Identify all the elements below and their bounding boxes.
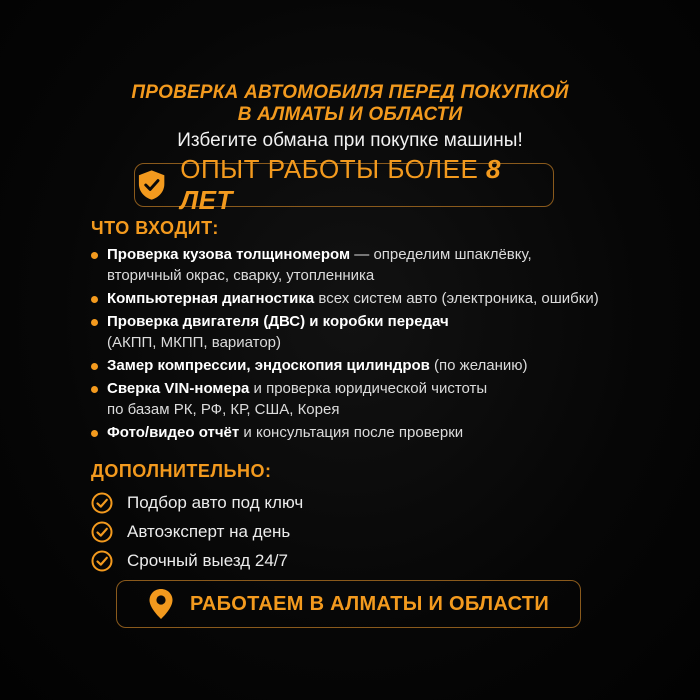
- included-list: [91, 244, 671, 445]
- list-item: [91, 517, 303, 546]
- map-pin-icon: [148, 588, 174, 620]
- item-bold: Проверка двигателя (ДВС) и коробки передач: [107, 313, 449, 330]
- additional-list: [91, 488, 303, 575]
- item-rest: и консультация после проверки: [239, 424, 464, 441]
- item-line2: по базам РК, РФ, КР, США, Корея: [107, 401, 340, 418]
- bullet-dot: [91, 430, 98, 437]
- experience-label: ОПЫТ РАБОТЫ БОЛЕЕ: [180, 154, 479, 184]
- list-item: [91, 244, 671, 286]
- page-title: [0, 82, 700, 126]
- additional-item-label: Срочный выезд 24/7: [127, 550, 288, 570]
- item-bold: Компьютерная диагностика: [107, 290, 315, 307]
- additional-item-label: Подбор авто под ключ: [127, 492, 304, 512]
- subtitle: Избегите обмана при покупке машины!: [177, 130, 523, 151]
- bullet-dot: [91, 363, 98, 370]
- location-text: РАБОТАЕМ В АЛМАТЫ И ОБЛАСТИ: [189, 592, 550, 615]
- check-circle-icon: [91, 550, 113, 572]
- shield-check-icon: [135, 168, 168, 202]
- list-item: [91, 378, 671, 420]
- item-bold: Фото/видео отчёт: [107, 424, 240, 441]
- list-item: [91, 311, 671, 353]
- item-line2: (АКПП, МКПП, вариатор): [107, 334, 282, 351]
- included-heading: ЧТО ВХОДИТ:: [91, 218, 219, 238]
- item-rest: — определим шпаклёвку,: [350, 246, 532, 263]
- item-rest: (по желанию): [429, 357, 528, 374]
- experience-years: 8 ЛЕТ: [180, 154, 501, 215]
- item-bold: Замер компрессии, эндоскопия цилиндров: [107, 357, 430, 374]
- bullet-dot: [91, 386, 98, 393]
- check-circle-icon: [91, 521, 113, 543]
- title-line-1: ПРОВЕРКА АВТОМОБИЛЯ ПЕРЕД ПОКУПКОЙ: [131, 82, 569, 103]
- bullet-dot: [91, 296, 98, 303]
- bullet-dot: [91, 319, 98, 326]
- experience-text: [180, 154, 553, 216]
- item-line2: вторичный окрас, сварку, утопленника: [107, 267, 375, 284]
- item-bold: Проверка кузова толщиномером: [107, 246, 351, 263]
- list-item: [91, 355, 671, 376]
- additional-item-label: Автоэксперт на день: [127, 521, 291, 541]
- experience-badge: [134, 154, 554, 215]
- item-rest: и проверка юридической чистоты: [249, 380, 488, 397]
- bullet-dot: [91, 252, 98, 259]
- list-item: [91, 422, 671, 443]
- item-bold: Сверка VIN-номера: [107, 380, 250, 397]
- list-item: [91, 288, 671, 309]
- list-item: [91, 488, 303, 517]
- list-item: [91, 546, 303, 575]
- additional-heading: ДОПОЛНИТЕЛЬНО:: [91, 461, 272, 481]
- item-rest: всех систем авто (электроника, ошибки): [314, 290, 599, 307]
- location-badge: [116, 580, 581, 628]
- title-line-2: В АЛМАТЫ И ОБЛАСТИ: [237, 104, 463, 125]
- check-circle-icon: [91, 492, 113, 514]
